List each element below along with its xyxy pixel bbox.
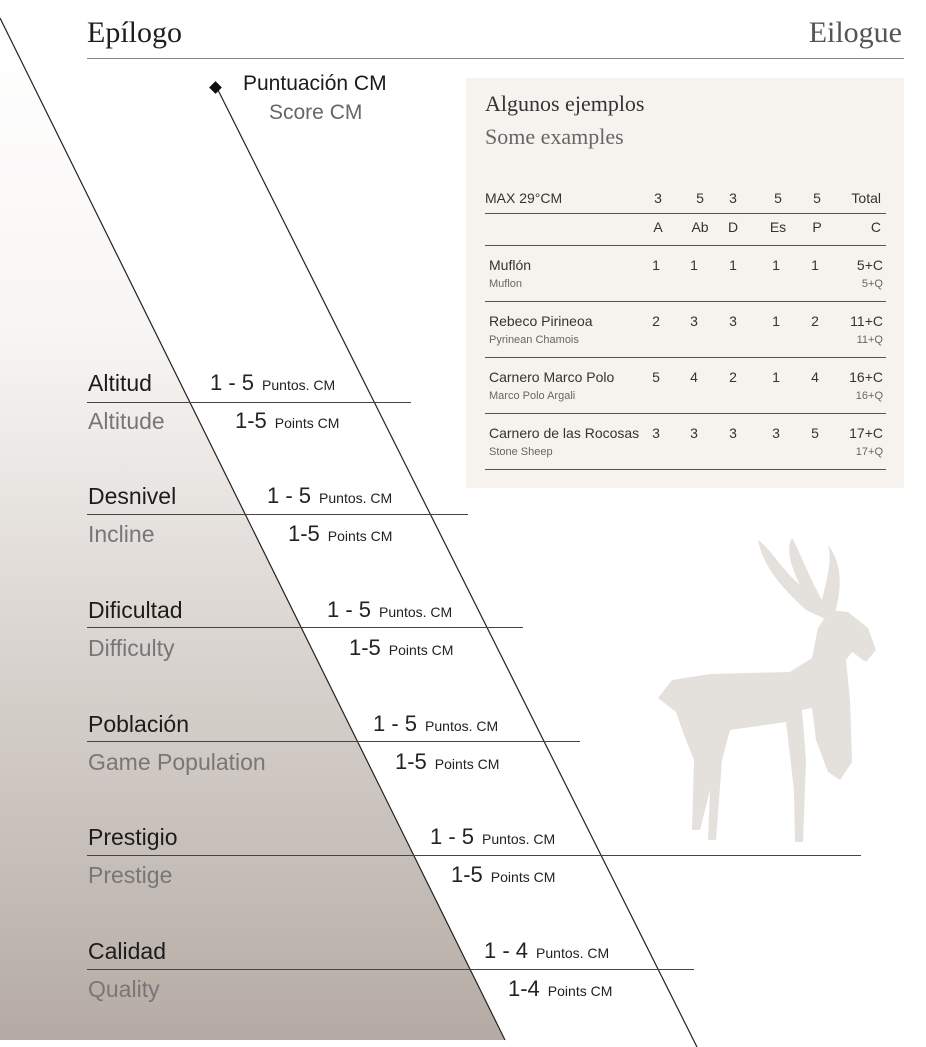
header-rule [87, 58, 904, 59]
table-rule [485, 213, 886, 214]
row-value: 1 [811, 257, 819, 273]
points-en [288, 521, 392, 547]
criterion-rule [87, 741, 580, 742]
criterion-rule [87, 627, 523, 628]
row-name-en: Muflon [489, 278, 523, 290]
row-value: 5 [811, 425, 819, 441]
table-rule [485, 469, 886, 470]
row-value: 3 [772, 425, 780, 441]
total-label: Total [851, 190, 881, 206]
row-value: 4 [811, 369, 819, 385]
score-title-en: Score CM [269, 101, 363, 124]
row-value: 1 [690, 257, 698, 273]
examples-title-en: Some examples [485, 124, 624, 149]
criterion-es: Calidad [88, 938, 166, 964]
row-value: 3 [729, 425, 737, 441]
weight-es: 5 [774, 190, 782, 206]
points-range-es: 1 - 5 [327, 597, 372, 622]
criterion-es: Desnivel [88, 483, 177, 509]
criterion-rule [87, 855, 861, 856]
code-es: Es [769, 219, 787, 235]
points-range-es: 1 - 5 [430, 824, 475, 849]
criterion-rule [87, 402, 411, 403]
criterion-en: Difficulty [88, 635, 175, 661]
row-value: 1 [772, 257, 780, 273]
score-title-es: Puntuación CM [243, 72, 387, 95]
points-es [373, 711, 498, 737]
points-unit-en: Points CM [434, 756, 500, 772]
points-unit-es: Puntos. CM [536, 945, 610, 961]
row-total: 11+C [850, 313, 883, 329]
criterion-en: Prestige [88, 862, 173, 888]
row-total-q: 11+Q [856, 334, 883, 346]
code-total: C [870, 219, 881, 235]
table-rule [485, 357, 886, 358]
criterion-rule [87, 969, 694, 970]
row-value: 1 [772, 313, 780, 329]
points-range-en: 1-4 [508, 976, 540, 1001]
row-name-es: Carnero de las Rocosas [489, 425, 640, 441]
criterion-en: Altitude [88, 408, 165, 434]
points-range-es: 1 - 5 [210, 370, 255, 395]
row-name-es: Carnero Marco Polo [489, 369, 615, 385]
examples-title-es: Algunos ejemplos [485, 91, 645, 116]
table-rule [485, 245, 886, 246]
points-unit-en: Points CM [547, 983, 613, 999]
code-p: P [812, 219, 822, 235]
weight-ab: 5 [696, 190, 704, 206]
row-value: 5 [652, 369, 660, 385]
points-unit-es: Puntos. CM [262, 377, 336, 393]
row-value: 3 [729, 313, 737, 329]
row-name-en: Marco Polo Argali [489, 390, 576, 402]
row-total-q: 5+Q [861, 278, 883, 290]
diamond-marker [209, 81, 222, 94]
points-range-en: 1-5 [288, 521, 320, 546]
row-value: 3 [652, 425, 660, 441]
row-value: 4 [690, 369, 698, 385]
table-rule [485, 301, 886, 302]
row-value: 2 [729, 369, 737, 385]
points-range-es: 1 - 5 [373, 711, 418, 736]
max-label: MAX 29°CM [485, 190, 563, 206]
row-value: 2 [652, 313, 660, 329]
criterion-en: Game Population [88, 749, 266, 775]
page-title-en: Eilogue [808, 16, 902, 49]
row-value: 1 [772, 369, 780, 385]
points-es [327, 597, 452, 623]
row-value: 1 [729, 257, 737, 273]
criterion-en: Quality [88, 976, 160, 1002]
row-name-en: Stone Sheep [489, 446, 553, 458]
points-es [267, 483, 392, 509]
row-total-q: 17+Q [855, 446, 883, 458]
page-title-es: Epílogo [87, 16, 182, 49]
criterion-es: Altitud [88, 370, 152, 396]
row-value: 1 [652, 257, 660, 273]
code-d: D [727, 219, 739, 235]
row-name-es: Muflón [489, 257, 532, 273]
points-unit-en: Points CM [490, 869, 556, 885]
criterion-es: Prestigio [88, 824, 178, 850]
points-unit-en: Points CM [327, 528, 393, 544]
weight-a: 3 [654, 190, 662, 206]
points-unit-en: Points CM [388, 642, 454, 658]
weight-p: 5 [813, 190, 821, 206]
points-range-en: 1-5 [235, 408, 267, 433]
points-en [395, 749, 499, 775]
criterion-es: Población [88, 711, 190, 737]
table-rule [485, 413, 886, 414]
criterion-es: Dificultad [88, 597, 183, 623]
criterion-en: Incline [88, 521, 155, 547]
row-total: 17+C [849, 425, 883, 441]
points-unit-es: Puntos. CM [482, 831, 556, 847]
row-value: 3 [690, 313, 698, 329]
points-range-en: 1-5 [451, 862, 483, 887]
points-es [484, 938, 609, 964]
points-unit-en: Points CM [274, 415, 340, 431]
code-ab: Ab [691, 219, 709, 235]
points-en [349, 635, 453, 661]
row-value: 2 [811, 313, 819, 329]
points-range-es: 1 - 4 [484, 938, 529, 963]
points-unit-es: Puntos. CM [379, 604, 453, 620]
points-en [451, 862, 555, 888]
points-es [430, 824, 555, 850]
points-es [210, 370, 335, 396]
goat-silhouette [658, 538, 876, 842]
weight-d: 3 [729, 190, 737, 206]
points-en [508, 976, 612, 1002]
points-unit-es: Puntos. CM [425, 718, 499, 734]
points-en [235, 408, 339, 434]
row-value: 3 [690, 425, 698, 441]
row-total: 16+C [849, 369, 883, 385]
row-name-en: Pyrinean Chamois [489, 334, 579, 346]
criterion-rule [87, 514, 468, 515]
points-unit-es: Puntos. CM [319, 490, 393, 506]
points-range-en: 1-5 [395, 749, 427, 774]
code-a: A [653, 219, 663, 235]
points-range-en: 1-5 [349, 635, 381, 660]
row-total: 5+C [856, 257, 883, 273]
row-total-q: 16+Q [855, 390, 883, 402]
points-range-es: 1 - 5 [267, 483, 312, 508]
row-name-es: Rebeco Pirineoa [489, 313, 593, 329]
